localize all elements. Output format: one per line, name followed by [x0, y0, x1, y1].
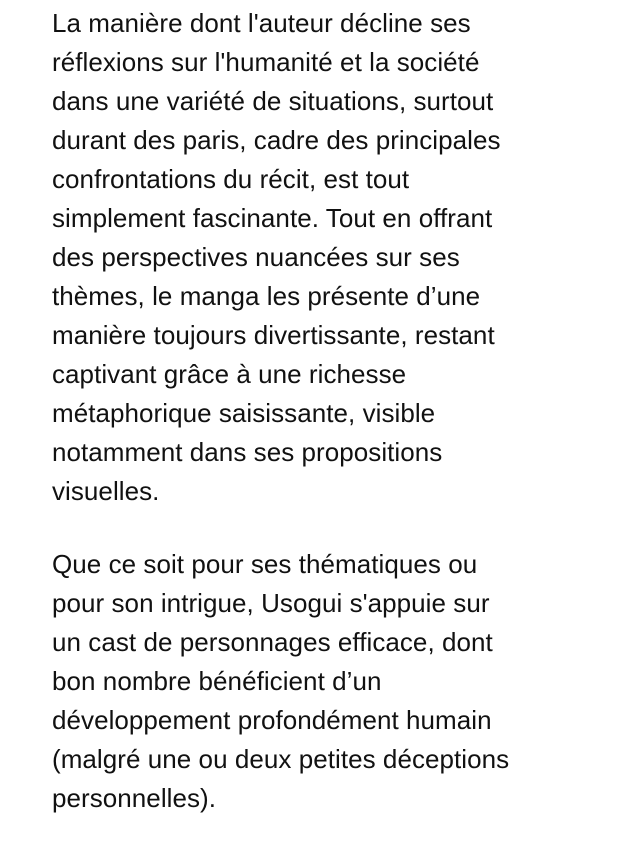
text-line: bon nombre bénéficient d’un [52, 666, 382, 696]
text-line: métaphorique saisissante, visible [52, 398, 436, 428]
text-line: Que ce soit pour ses thématiques ou [52, 549, 478, 579]
text-line: visuelles. [52, 476, 160, 506]
paragraph-spacing [52, 511, 612, 545]
text-line: développement profondément humain [52, 705, 492, 735]
text-line: des perspectives nuancées sur ses [52, 242, 460, 272]
document-body [52, 4, 612, 818]
text-line: simplement fascinante. Tout en offrant [52, 203, 493, 233]
text-line: captivant grâce à une richesse [52, 359, 407, 389]
text-line: durant des paris, cadre des principales [52, 125, 501, 155]
text-line: confrontations du récit, est tout [52, 164, 410, 194]
paragraph-2 [52, 545, 612, 818]
text-line: thèmes, le manga les présente d’une [52, 281, 481, 311]
text-line: réflexions sur l'humanité et la société [52, 47, 480, 77]
text-line: La manière dont l'auteur décline ses [52, 8, 471, 38]
text-line: dans une variété de situations, surtout [52, 86, 494, 116]
text-line: pour son intrigue, Usogui s'appuie sur [52, 588, 490, 618]
text-line: personnelles). [52, 783, 217, 813]
text-line: un cast de personnages efficace, dont [52, 627, 493, 657]
text-line: manière toujours divertissante, restant [52, 320, 495, 350]
text-line: (malgré une ou deux petites déceptions [52, 744, 510, 774]
paragraph-1 [52, 4, 612, 511]
text-line: notamment dans ses propositions [52, 437, 443, 467]
